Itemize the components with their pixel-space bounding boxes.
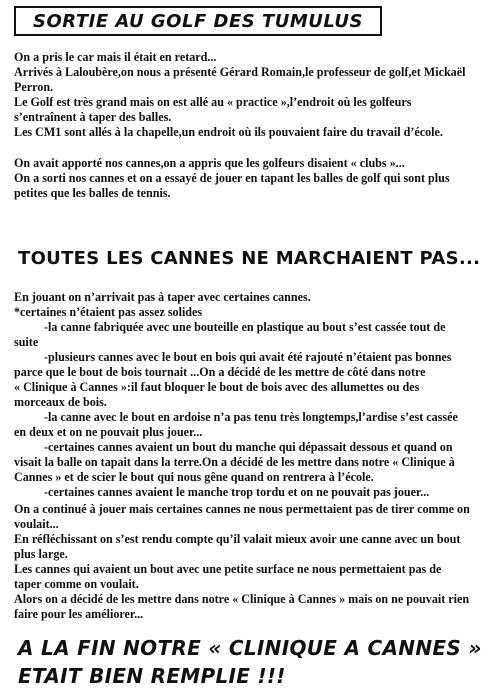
problems-line: -la canne avec le bout en ardoise n’a pas tenu très longtemps,l’ardise s’est cassée <box>44 410 458 424</box>
intro-line: s’entraînent à taper des balles. <box>14 110 172 124</box>
title-box <box>14 6 382 36</box>
intro-paragraph <box>14 50 486 140</box>
intro-line: Les CM1 sont allés à la chapelle,un endroit où ils pouvaient faire du travail d’école. <box>14 125 443 139</box>
problems-paragraph <box>14 290 486 500</box>
conclusion-line: Les cannes qui avaient un bout avec une petite surface ne nous permettaient pas de <box>14 562 442 576</box>
problems-line: en deux et on ne pouvait plus jouer... <box>14 425 203 439</box>
problems-line: *certaines n’étaient pas assez solides <box>14 305 203 319</box>
final-line-1: A LA FIN NOTRE « CLINIQUE A CANNES » <box>18 636 482 660</box>
problems-line: -certaines cannes avaient un bout du manche qui dépassait dessous et quand on <box>44 440 453 454</box>
problems-line: En jouant on n’arrivait pas à taper avec certaines cannes. <box>14 290 311 304</box>
conclusion-line: Alors on a décidé de les mettre dans notre « Clinique à Cannes » mais on ne pouvait rien <box>14 592 470 606</box>
problems-line: morceaux de bois. <box>14 395 107 409</box>
conclusion-line: En réfléchissant on s’est rendu compte qu’il valait mieux avoir une canne avec un bout <box>14 532 461 546</box>
intro-line: On a pris le car mais il était en retard... <box>14 50 217 64</box>
clubs-line: petites que les balles de tennis. <box>14 186 171 200</box>
problems-line: Cannes » et de scier le bout qui nous gêne quand on rentrera à l’école. <box>14 470 374 484</box>
section-heading: TOUTES LES CANNES NE MARCHAIENT PAS... <box>18 248 481 269</box>
clubs-paragraph <box>14 156 486 201</box>
problems-line: -plusieurs cannes avec le bout en bois qui avait été rajouté n’étaient pas bonnes <box>44 350 452 364</box>
problems-line: parce que le bout de bois tournait ...On a décidé de les mettre de côté dans notre <box>14 365 426 379</box>
problems-line: -la canne fabriquée avec une bouteille en plastique au bout s’est cassée tout de <box>44 320 446 334</box>
problems-line: visait la balle on tapait dans la terre.On a décidé de les mettre dans notre « Clinique à <box>14 455 455 469</box>
problems-line: -certaines cannes avaient le manche trop tordu et on ne pouvait pas jouer... <box>44 485 430 499</box>
conclusion-paragraph <box>14 502 486 622</box>
intro-line: Le Golf est très grand mais on est allé au « practice »,l’endroit où les golfeurs <box>14 95 412 109</box>
conclusion-line: plus large. <box>14 547 68 561</box>
final-line-2: ETAIT BIEN REMPLIE !!! <box>18 664 286 688</box>
conclusion-line: On a continué à jouer mais certaines cannes ne nous permettaient pas de tirer comme on <box>14 502 470 516</box>
clubs-line: On a sorti nos cannes et on a essayé de jouer en tapant les balles de golf qui sont plus <box>14 171 450 185</box>
intro-line: Perron. <box>14 80 54 94</box>
page-title: SORTIE AU GOLF DES TUMULUS <box>33 11 363 32</box>
problems-line: suite <box>14 335 39 349</box>
conclusion-line: faire pour les améliorer... <box>14 607 144 621</box>
conclusion-line: taper comme on voulait. <box>14 577 139 591</box>
clubs-line: On avait apporté nos cannes,on a appris que les golfeurs disaient « clubs »... <box>14 156 405 170</box>
conclusion-line: voulait... <box>14 517 59 531</box>
intro-line: Arrivés à Laloubère,on nous a présenté Gérard Romain,le professeur de golf,et Mickaël <box>14 65 466 79</box>
problems-line: « Clinique à Cannes »:il faut bloquer le bout de bois avec des allumettes ou des <box>14 380 420 394</box>
